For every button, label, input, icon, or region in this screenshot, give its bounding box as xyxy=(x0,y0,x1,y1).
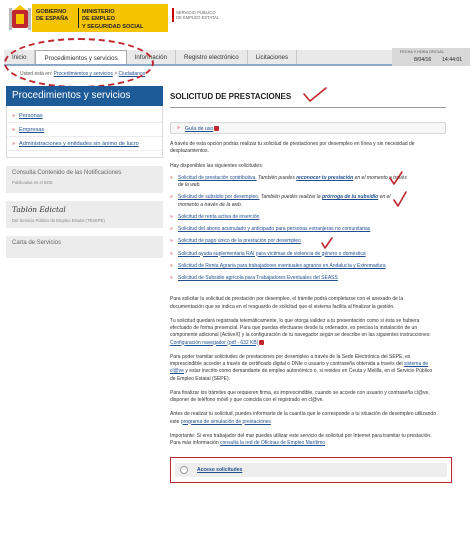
sidebar-item-personas[interactable]: » Personas xyxy=(7,109,162,123)
paragraph-firma: Para finalizar los trámites que requieren firma, es imprescindible, cuando se accede con usuario y contraseña cl@ve, disponer de teléfono móvil y que coincida con el registrado en cl@ve. xyxy=(170,389,430,403)
subsidio-agricola-link[interactable]: Solicitud de Subsidio agrícola para Trabajadores Eventuales del SEASS xyxy=(178,275,338,281)
available-text: Hay disponibles las siguientes solicitudes: xyxy=(170,162,264,169)
sepe-line-1: SERVICIO PÚBLICO xyxy=(176,10,216,15)
sede-text: Para poder tramitar solicitudes de prestaciones por desempleo a través de la Sede Electrónica del SEPE, es imprescindible acceder a través de certificado digital o DNIe o usuario y contraseña obtenida a través del xyxy=(170,353,411,367)
access-icon xyxy=(180,466,188,474)
paragraph-sede xyxy=(170,354,438,383)
tablon-edictal-box[interactable] xyxy=(6,201,163,228)
paragraph-mar xyxy=(170,433,438,448)
list-item xyxy=(170,226,410,233)
pdf-icon xyxy=(259,340,264,345)
sidebar-item-administraciones[interactable]: » Administraciones y entidades sin ánimo de lucro xyxy=(7,137,162,151)
guia-link[interactable]: Guía de uso xyxy=(185,126,214,132)
notifications-subtitle: Publicadas en el BOE xyxy=(12,180,53,185)
simulacion-text: Antes de realizar tu solicitud, puedes informarte de la cuantía que le corresponde a tu situación de desempleo utilizando este xyxy=(170,411,436,425)
paragraph-registro xyxy=(170,318,438,347)
renta-activa-link[interactable]: Solicitud de renta activa de inserción xyxy=(178,213,260,220)
breadcrumb-procedimientos[interactable]: Procedimientos y servicios xyxy=(53,71,113,77)
pago-unico-link[interactable]: Solicitud de pago único de la prestación por desempleo xyxy=(178,238,301,245)
solicitud-contributiva-link[interactable]: Solicitud de prestación contributiva. xyxy=(178,174,257,181)
list-item xyxy=(170,238,410,245)
acceso-solicitudes-label: Acceso solicitudes xyxy=(197,467,243,474)
list-item xyxy=(170,251,410,258)
tab-registro-electronico[interactable]: Registro electrónico xyxy=(176,50,248,64)
site-header xyxy=(0,0,474,42)
coat-of-arms-logo xyxy=(8,4,32,34)
reconocer-prestacion-link[interactable]: reconocer tu prestación xyxy=(296,174,354,181)
simulacion-link[interactable]: programa de simulación de prestaciones xyxy=(180,418,271,425)
datetime-label: FECHA Y HORA OFICIAL xyxy=(400,50,444,54)
carta-title: Carta de Servicios xyxy=(12,240,62,246)
official-date: 8/04/16 xyxy=(414,57,432,63)
breadcrumb-separator: > xyxy=(114,71,118,77)
annotation-checkmark xyxy=(320,236,334,250)
sepe-line-2: DE EMPLEO ESTATAL xyxy=(176,15,220,21)
gob-line-2: DE ESPAÑA xyxy=(36,16,69,23)
sepe-logo-bar xyxy=(172,8,174,22)
intro-text: A través de esta opción podrás realizar tu solicitud de prestaciones por desempleo en línea y sin necesidad de desplazamientos. xyxy=(170,141,415,155)
tab-licitaciones[interactable]: Licitaciones xyxy=(248,50,297,64)
annotation-checkmark xyxy=(392,190,408,208)
notifications-title: Consulta Contenido de las Notificaciones xyxy=(12,170,122,176)
main-content xyxy=(170,84,456,483)
guia-box xyxy=(170,122,446,134)
tablon-title: Tablón Edictal xyxy=(12,205,66,214)
list-item xyxy=(170,194,410,209)
configuracion-navegador-link[interactable]: Configuración navegador (pdf - 632 KB) xyxy=(170,339,259,346)
abono-acumulado-link[interactable]: Solicitud del abono acumulado y anticipado para personas extranjeras no comunitarias xyxy=(178,226,371,232)
item-note-tail: en el momento a través de la web. xyxy=(178,174,407,188)
tab-inicio[interactable]: Inicio xyxy=(4,50,35,64)
pdf-icon xyxy=(214,126,219,131)
clave-link[interactable]: sistema de cl@ve xyxy=(170,361,429,375)
official-datetime xyxy=(392,48,470,66)
list-item xyxy=(170,263,410,270)
ministry-line-2: DE EMPLEO xyxy=(82,16,115,23)
ayuda-rai-link[interactable]: Solicitud ayuda suplementaria RAI para víctimas de violencia de género o doméstica xyxy=(178,250,366,257)
government-banner xyxy=(32,4,168,32)
list-item xyxy=(170,214,410,221)
sidebar-item-empresas[interactable]: » Empresas xyxy=(7,123,162,137)
item-note-tail: en el momento a través de la web. xyxy=(178,194,391,208)
oficinas-maritimo-link[interactable]: consulta la red de Oficinas de Empleo Marítimo xyxy=(220,440,326,446)
paragraph-simulacion xyxy=(170,411,438,426)
breadcrumb-ciudadanos[interactable]: Ciudadanos xyxy=(118,71,146,77)
annotation-ellipse xyxy=(4,38,154,88)
sidebar-title: Procedimientos y servicios xyxy=(6,86,163,106)
carta-servicios-box[interactable] xyxy=(6,236,163,258)
prorroga-subsidio-link[interactable]: prórroga de tu subsidio xyxy=(322,194,379,201)
breadcrumb-prefix: Usted está en: xyxy=(20,71,53,77)
item-note: También puedes xyxy=(258,174,295,181)
sidebar xyxy=(6,86,163,258)
item-note: También puedes realizar la xyxy=(260,194,321,201)
page-title: SOLICITUD DE PRESTACIONES xyxy=(170,84,446,108)
list-item xyxy=(170,275,410,282)
sepe-logo xyxy=(176,10,219,21)
ministry-line-3: Y SEGURIDAD SOCIAL xyxy=(82,23,144,30)
tab-procedimientos[interactable]: Procedimientos y servicios xyxy=(35,50,126,64)
solicitud-subsidio-link[interactable]: Solicitud de subsidio por desempleo. xyxy=(178,194,260,201)
acceso-solicitudes-button[interactable] xyxy=(175,463,447,477)
tablon-subtitle: Del Servicio Público de Empleo Estatal (TESEPE) xyxy=(12,218,105,223)
renta-agraria-link[interactable]: Solicitud de Renta Agraria para trabajadores eventuales agrarios en Andalucía y Extremadura xyxy=(178,262,386,269)
mar-text: Importante: Si eres trabajador del mar puedes utilizar este servicio de solicitud por Internet para tramitar tu prestación. Para más información xyxy=(170,432,432,446)
list-item xyxy=(170,175,410,190)
acceso-solicitudes-box xyxy=(170,457,452,483)
notifications-box[interactable] xyxy=(6,166,163,193)
gob-line-1: GOBIERNO xyxy=(36,9,67,15)
ministry-line-1: MINISTERIO xyxy=(82,9,115,15)
registro-text: Tu solicitud quedará registrada telemáticamente, lo que otorga validez a tu presentación como si ésta se hubiera efectuado de forma presencial. Para que puedas efectuarse desde tu ordenador, es precisa la instalación de un componente adicional (ActiveX) y la configuración de tu navegador según se describe en las siguientes instrucciones: xyxy=(170,317,431,339)
sede-text-tail: y estar inscrito como demandante de empleo autonómico o, si resides en Ceuta y Melilla, en el Servicio Público de Empleo Estatal (SEPE). xyxy=(170,368,433,382)
annotation-checkmark xyxy=(388,170,404,186)
annotation-checkmark xyxy=(302,86,328,104)
paragraph-documentacion: Para solicitar la solicitud de prestación por desempleo, el trámite podrá completarse con el anexado de la documentación que se indica en el resguardo de solicitud que el sistema facilita al finalizar la gestión. xyxy=(170,296,404,310)
tab-informacion[interactable]: Información xyxy=(127,50,176,64)
official-time: 14:44:01 xyxy=(442,57,463,63)
sidebar-list xyxy=(6,106,163,158)
